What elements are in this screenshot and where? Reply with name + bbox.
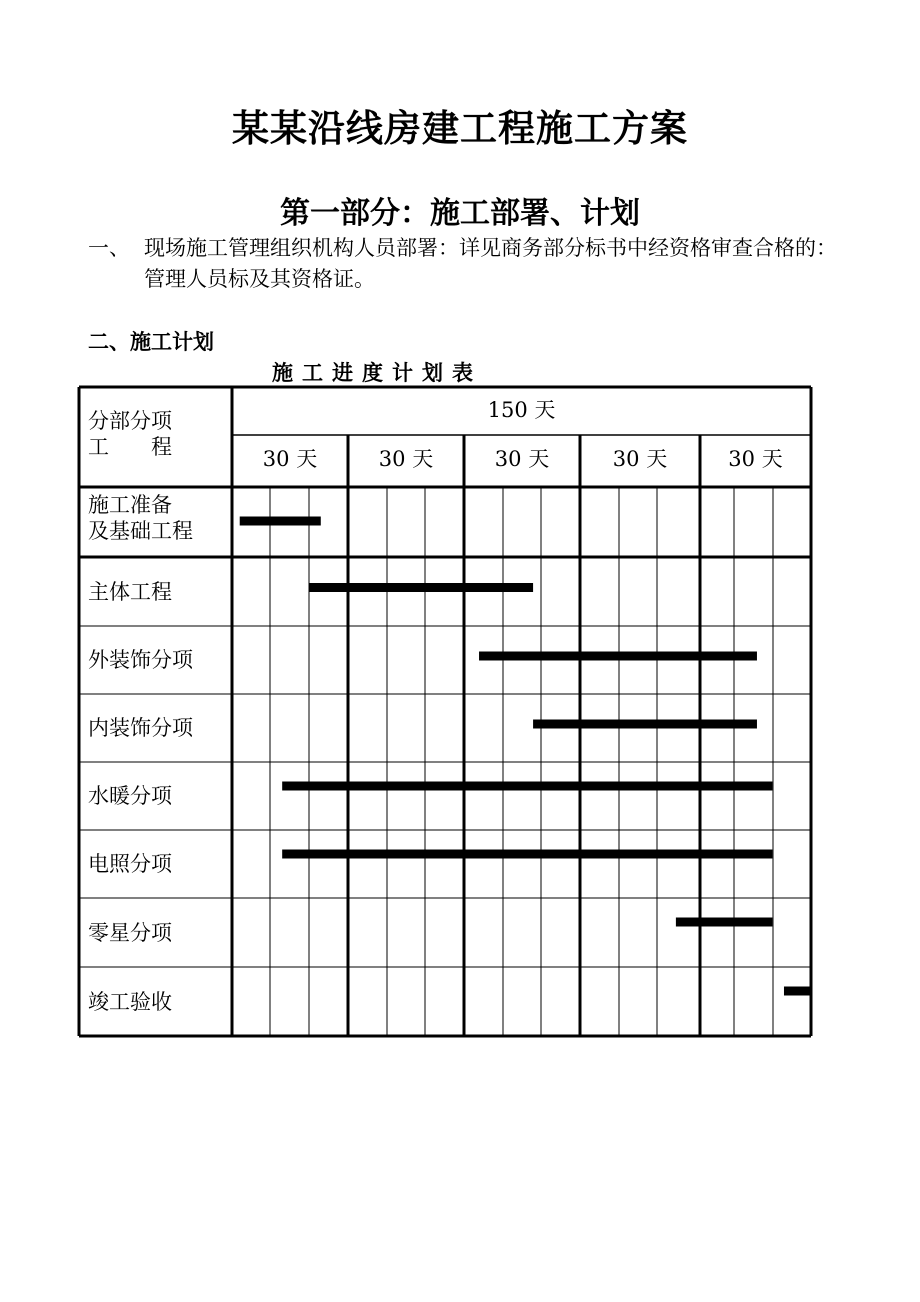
header-row-label-line2: 工 程 xyxy=(88,435,172,459)
header-period-2: 30 天 xyxy=(378,447,434,471)
header-period-3: 30 天 xyxy=(494,447,550,471)
task-label: 外装饰分项 xyxy=(88,648,193,672)
document-title: 某某沿线房建工程施工方案 xyxy=(232,106,688,150)
section-title: 第一部分：施工部署、计划 xyxy=(280,196,640,231)
header-period-5: 30 天 xyxy=(728,447,783,471)
task-label: 零星分项 xyxy=(88,920,172,945)
header-row-label-line1: 分部分项 xyxy=(88,409,172,433)
item-one-number: 一、 xyxy=(88,236,130,260)
task-label-line2: 及基础工程 xyxy=(88,519,193,543)
task-label: 内装饰分项 xyxy=(88,716,193,740)
item-one-text: 现场施工管理组织机构人员部署：详见商务部分标书中经资格审查合格的：管理人员标及其资格证。 xyxy=(144,236,837,291)
task-label: 电照分项 xyxy=(88,852,172,876)
task-label: 竣工验收 xyxy=(88,989,172,1014)
item-two-heading: 二、施工计划 xyxy=(88,329,214,354)
header-total-days: 150 天 xyxy=(487,398,556,422)
task-label: 水暖分项 xyxy=(88,784,172,808)
table-title: 施工进度计划表 xyxy=(272,360,482,385)
header-period-1: 30 天 xyxy=(262,447,318,471)
task-label: 主体工程 xyxy=(88,579,172,604)
header-period-4: 30 天 xyxy=(612,447,668,471)
task-label-line1: 施工准备 xyxy=(88,493,172,517)
